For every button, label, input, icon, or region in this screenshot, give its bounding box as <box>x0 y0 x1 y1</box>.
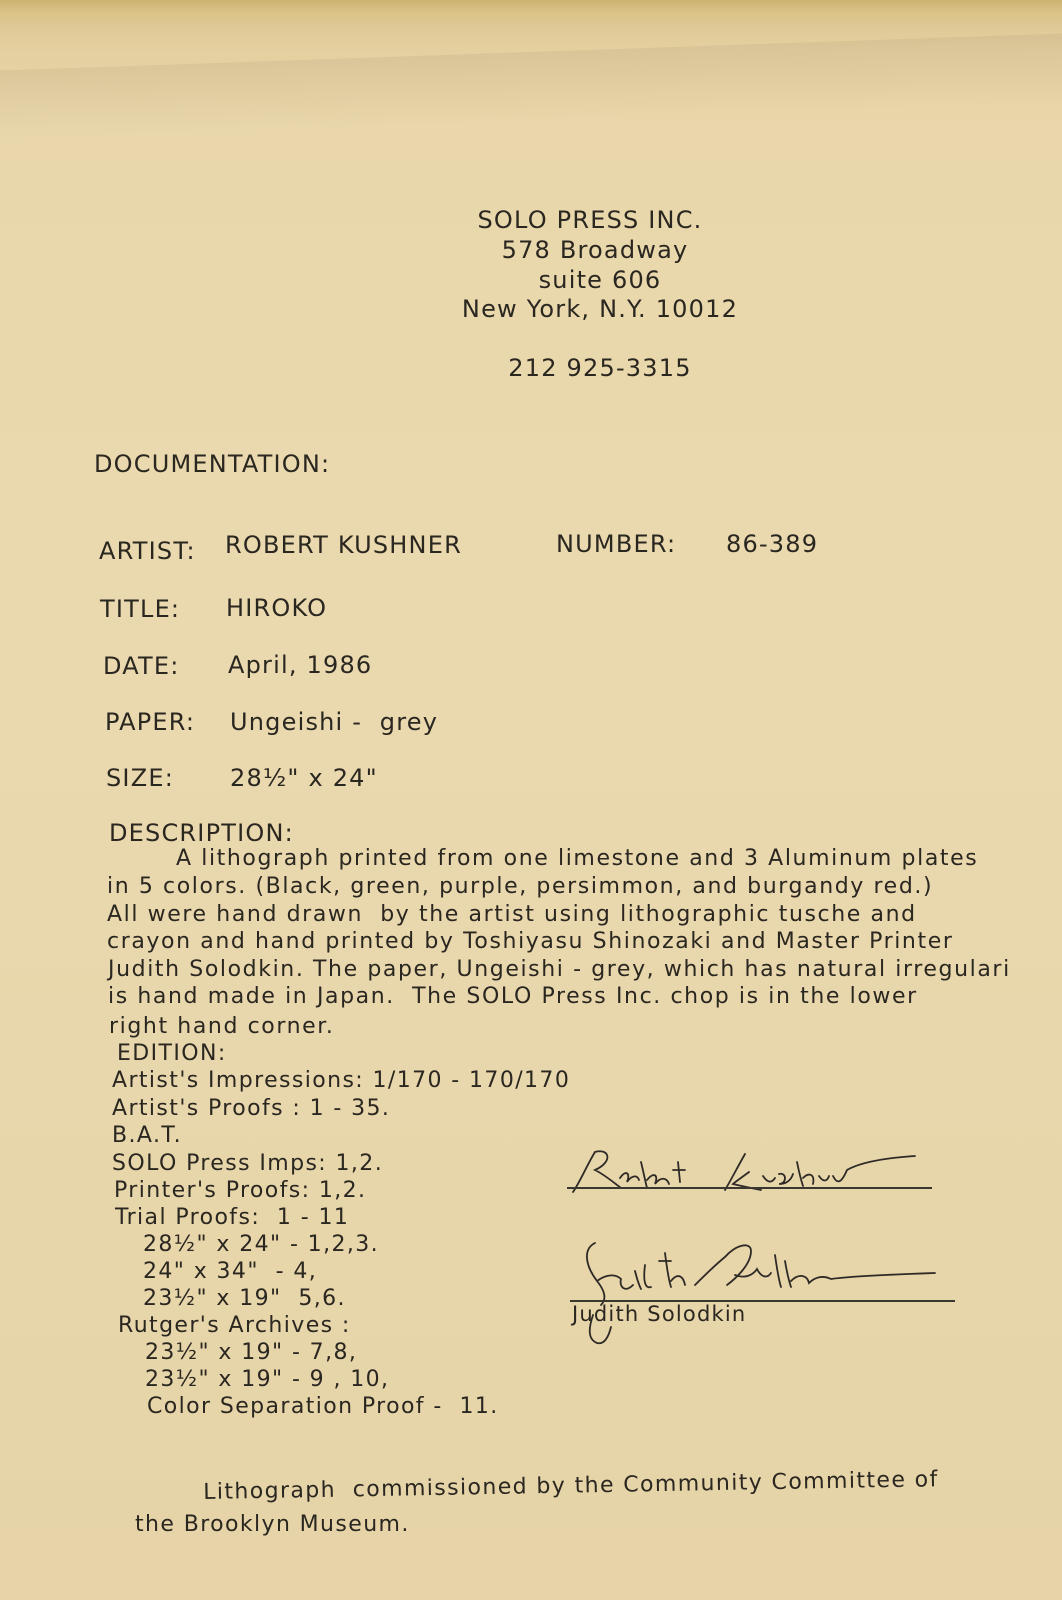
paper-value: Ungeishi - grey <box>230 708 439 736</box>
paper-top-edge <box>0 0 1062 28</box>
footer-line: Lithograph commissioned by the Community Committee of <box>203 1467 939 1505</box>
edition-line: B.A.T. <box>112 1123 182 1148</box>
company-street: 578 Broadway <box>501 236 689 264</box>
edition-line: Rutger's Archives : <box>118 1313 351 1338</box>
description-label: DESCRIPTION: <box>109 819 294 847</box>
artist-signature-line <box>567 1187 932 1189</box>
description-line: A lithograph printed from one limestone and 3 Aluminum plates <box>176 846 979 871</box>
title-label: TITLE: <box>100 595 181 623</box>
paper-crease <box>0 33 1062 140</box>
description-line: is hand made in Japan. The SOLO Press Inc. chop is in the lower <box>108 984 918 1009</box>
edition-line: Color Separation Proof - 11. <box>147 1394 499 1419</box>
edition-line: 23½" x 19" - 7,8, <box>145 1340 358 1365</box>
description-line: in 5 colors. (Black, green, purple, persimmon, and burgandy red.) <box>107 874 934 899</box>
edition-line: 23½" x 19" - 9 , 10, <box>145 1367 390 1392</box>
company-city: New York, N.Y. 10012 <box>461 295 739 323</box>
description-line: crayon and hand printed by Toshiyasu Shinozaki and Master Printer <box>107 929 954 954</box>
description-line: right hand corner. <box>109 1014 335 1039</box>
description-line: Judith Solodkin. The paper, Ungeishi - grey, which has natural irregulari <box>108 957 1011 982</box>
edition-line: Artist's Proofs : 1 - 35. <box>112 1096 391 1121</box>
number-label: NUMBER: <box>556 530 677 558</box>
edition-label: EDITION: <box>117 1041 227 1066</box>
printer-name: Judith Solodkin <box>572 1302 747 1326</box>
description-line: All were hand drawn by the artist using lithographic tusche and <box>107 902 917 927</box>
edition-line: SOLO Press Imps: 1,2. <box>112 1151 384 1176</box>
artist-value: ROBERT KUSHNER <box>225 531 462 559</box>
company-phone: 212 925-3315 <box>508 354 692 382</box>
edition-line: 28½" x 24" - 1,2,3. <box>143 1232 380 1257</box>
title-value: HIROKO <box>226 594 328 622</box>
artist-signature <box>565 1140 945 1210</box>
edition-line: Trial Proofs: 1 - 11 <box>115 1205 350 1230</box>
size-value: 28½" x 24" <box>230 764 378 792</box>
artist-label: ARTIST: <box>99 537 196 565</box>
company-suite: suite 606 <box>538 266 662 294</box>
document-heading: DOCUMENTATION: <box>94 450 331 478</box>
edition-line: 24" x 34" - 4, <box>143 1259 318 1284</box>
size-label: SIZE: <box>106 764 175 792</box>
number-value: 86-389 <box>726 530 819 558</box>
date-label: DATE: <box>103 652 180 680</box>
date-value: April, 1986 <box>228 651 373 679</box>
edition-line: Artist's Impressions: 1/170 - 170/170 <box>112 1068 571 1093</box>
edition-line: 23½" x 19" 5,6. <box>143 1286 346 1311</box>
edition-line: Printer's Proofs: 1,2. <box>114 1178 367 1203</box>
company-name: SOLO PRESS INC. <box>477 206 703 234</box>
footer-line: the Brooklyn Museum. <box>135 1512 410 1537</box>
paper-label: PAPER: <box>105 708 196 736</box>
